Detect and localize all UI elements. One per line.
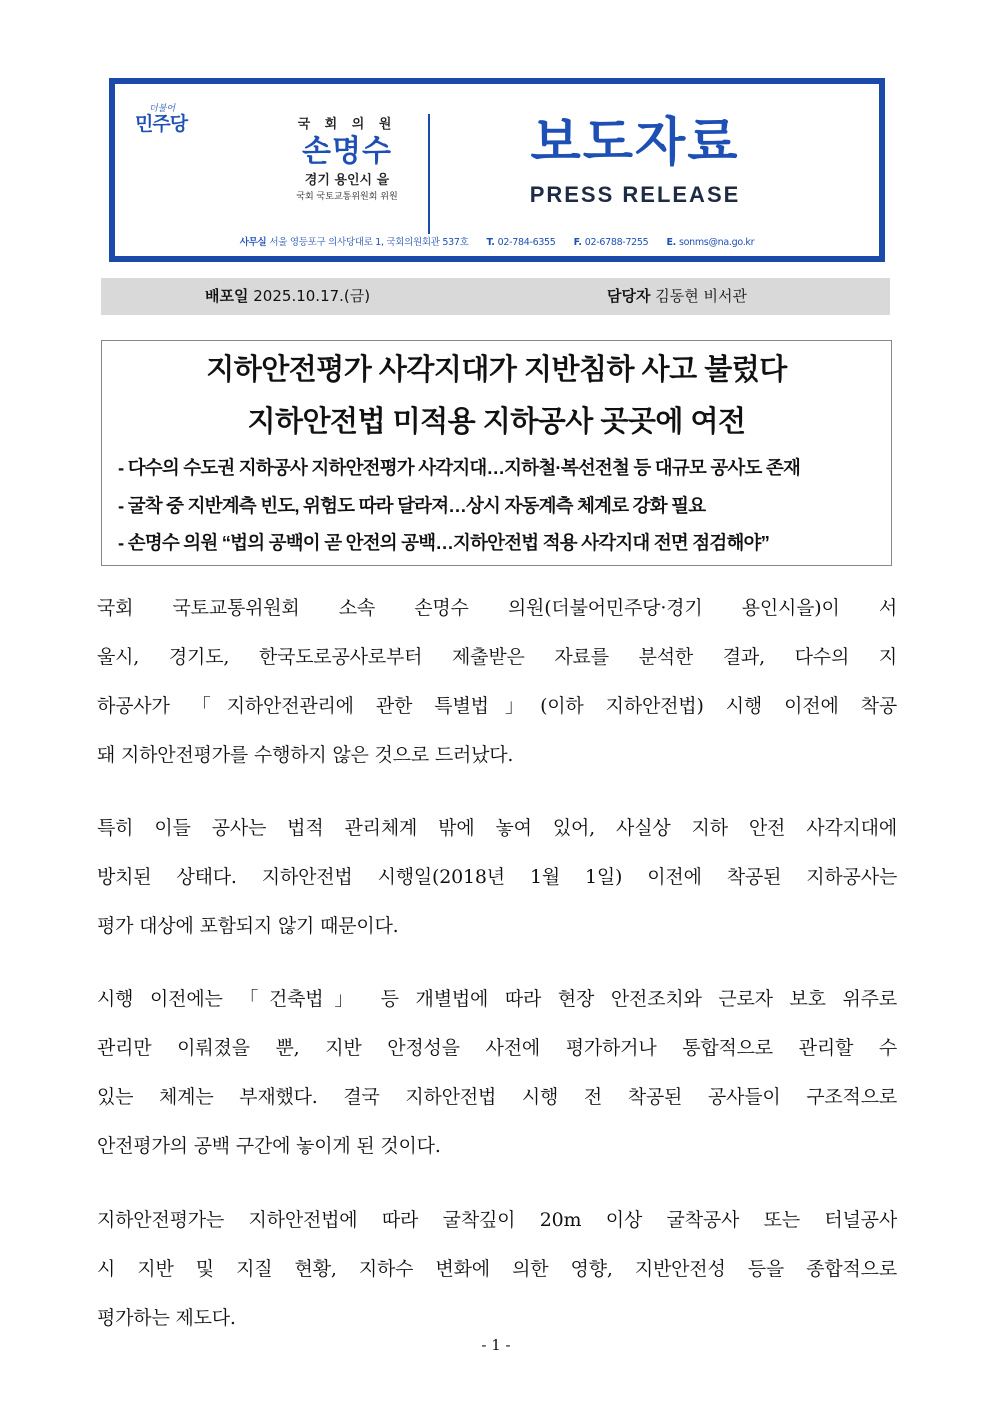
contact-person-group — [607, 278, 747, 315]
paragraph-line: 울시, 경기도, 한국도로공사로부터 제출받은 자료를 분석한 결과, 다수의 지 — [97, 646, 897, 668]
contact-person-label: 담당자 — [607, 287, 651, 305]
paragraph-line: 평가 대상에 포함되지 않기 때문이다. — [97, 915, 399, 937]
body-paragraph-3 — [97, 975, 897, 1171]
party-logo — [135, 104, 205, 136]
paragraph-line: 특히 이들 공사는 법적 관리체계 밖에 놓여 있어, 사실상 지하 안전 사각지대에 — [97, 817, 897, 839]
release-date: 2025.10.17.(금) — [253, 287, 371, 305]
release-date-group — [205, 278, 370, 315]
paragraph-line: 지하안전평가는 지하안전법에 따라 굴착깊이 20m 이상 굴착공사 또는 터널공사 — [97, 1209, 897, 1231]
email-address: sonms@na.go.kr — [678, 237, 755, 248]
press-release-banner — [109, 78, 885, 262]
release-date-label: 배포일 — [205, 287, 249, 305]
paragraph-line: 안전평가의 공백 구간에 놓이게 된 것이다. — [97, 1135, 441, 1157]
paragraph-line: 국회 국토교통위원회 소속 손명수 의원(더불어민주당·경기 용인시을)이 서 — [97, 597, 897, 619]
body-paragraph-1 — [97, 584, 897, 780]
banner-divider — [428, 114, 430, 234]
headline-subpoint-1: - 다수의 수도권 지하공사 지하안전평가 사각지대…지하철·복선전철 등 대규모 공사도 존재 — [118, 457, 801, 478]
tel-number: 02-784-6355 — [497, 237, 556, 248]
headline-title-1: 지하안전평가 사각지대가 지반침하 사고 불렀다 — [206, 354, 787, 386]
headline-title-2: 지하안전법 미적용 지하공사 곳곳에 여전 — [247, 406, 746, 438]
headline-box — [101, 340, 892, 566]
member-name: 손명수 — [302, 135, 392, 168]
fax-number: 02-6788-7255 — [584, 237, 649, 248]
paragraph-line: 관리만 이뤄졌을 뿐, 지반 안정성을 사전에 평가하거나 통합적으로 관리할 수 — [97, 1037, 897, 1059]
office-label: 사무실 — [239, 237, 267, 248]
paragraph-line: 있는 체계는 부재했다. 결국 지하안전법 시행 전 착공된 공사들이 구조적으로 — [97, 1086, 897, 1108]
press-release-title: 보도자료 — [530, 114, 740, 172]
member-role: 국 회 의 원 — [297, 117, 397, 132]
email-label: E. — [666, 237, 676, 248]
body-paragraph-4 — [97, 1196, 897, 1343]
page-number: - 1 - — [481, 1336, 511, 1354]
paragraph-line: 시 지반 및 지질 현황, 지하수 변화에 의한 영향, 지반안전성 등을 종합적으로 — [97, 1258, 897, 1280]
paragraph-line: 평가하는 제도다. — [97, 1307, 236, 1329]
office-address: 서울 영등포구 의사당대로 1, 국회의원회관 537호 — [269, 237, 469, 248]
headline-subpoint-3: - 손명수 의원 “법의 공백이 곧 안전의 공백…지하안전법 적용 사각지대 전면 점검해야” — [118, 532, 770, 553]
paragraph-line: 방치된 상태다. 지하안전법 시행일(2018년 1월 1일) 이전에 착공된 지하공사는 — [97, 866, 897, 888]
release-info-bar — [101, 278, 890, 315]
paragraph-line: 시행 이전에는 「건축법」 등 개별법에 따라 현장 안전조치와 근로자 보호 위주로 — [97, 988, 897, 1010]
party-logo-name: 민주당 — [135, 114, 188, 135]
headline-subpoint-2: - 굴착 중 지반계측 빈도, 위험도 따라 달라져…상시 자동계측 체계로 강화 필요 — [118, 495, 706, 516]
tel-label: T. — [486, 237, 495, 248]
fax-label: F. — [573, 237, 582, 248]
member-info — [277, 116, 417, 204]
member-committee: 국회 국토교통위원회 위원 — [296, 192, 398, 202]
paragraph-line: 하공사가 「지하안전관리에 관한 특별법」(이하 지하안전법) 시행 이전에 착공 — [97, 695, 897, 717]
office-contact-line — [115, 234, 879, 248]
contact-person: 김동현 비서관 — [655, 287, 747, 305]
press-release-subtitle: PRESS RELEASE — [529, 182, 741, 207]
body-paragraph-2 — [97, 804, 897, 951]
member-district: 경기 용인시 을 — [304, 173, 390, 188]
paragraph-line: 돼 지하안전평가를 수행하지 않은 것으로 드러났다. — [97, 744, 514, 766]
party-logo-small-text: 더불어 — [149, 104, 176, 114]
